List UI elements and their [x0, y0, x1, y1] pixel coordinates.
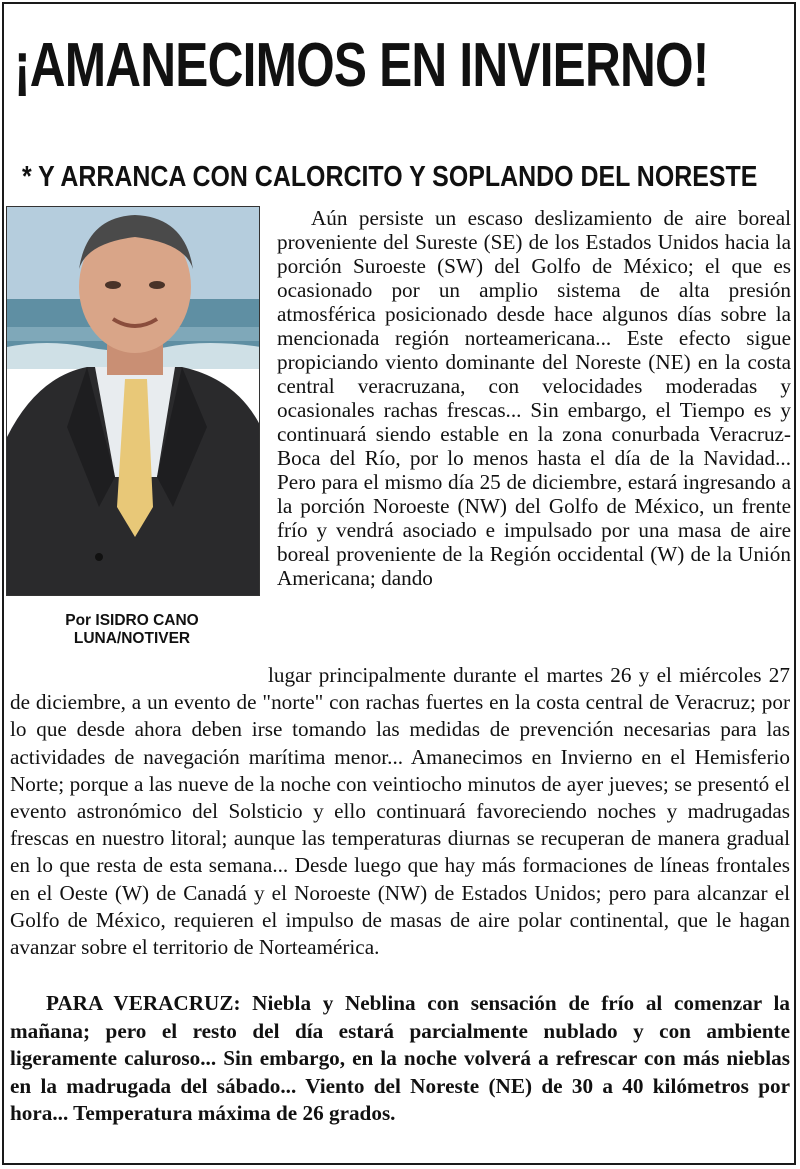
author-photo — [6, 206, 260, 596]
byline-outlet: LUNA/NOTIVER — [73, 630, 191, 647]
byline-name: Por ISIDRO CANO — [65, 612, 199, 629]
forecast-label: PARA VERACRUZ: — [46, 991, 241, 1015]
subheadline: * Y ARRANCA CON CALORCITO Y SOPLANDO DEL NORESTE — [22, 161, 758, 193]
forecast-text: Niebla y Neblina con sensación de frío al comenzar la mañana; pero el resto del día estará parcialmente nublado y con ambiente ligeramente caluroso... Sin embargo, en la noche volverá a refrescar con más nieblas en la madrugada del sábado... Viento del Noreste (NE) de 30 a 40 kilómetros por hora... Temperatura máxima de 26 grados. — [10, 991, 790, 1125]
forecast-paragraph — [10, 990, 790, 1128]
article-paragraph-top: Aún persiste un escaso deslizamiento de aire boreal proveniente del Sureste (SE) de los Estados Unidos hacia la porción Suroeste (SW) del Golfo de México; el que es ocasionado por un amplio sistema de alta presión atmosférica posicionado desde hace algunos días sobre la mencionada región norteamericana... Este efecto sigue propiciando viento dominante del Noreste (NE) en la costa central veracruzana, con velocidades moderadas y ocasionales rachas frescas... Sin embargo, el Tiempo es y continuará siendo estable en la zona conurbada Veracruz-Boca del Río, por lo menos hasta el día de la Navidad... Pero para el mismo día 25 de diciembre, estará ingresando a la porción Noroeste (NW) del Golfo de México, un frente frío y vendrá asociado e impulsado por una masa de aire boreal proveniente de la Región occidental (W) de la Unión Americana; dando — [277, 206, 791, 590]
headline: ¡AMANECIMOS EN INVIERNO! — [14, 31, 709, 100]
article-paragraph-bottom: lugar principalmente durante el martes 26 y el miércoles 27 de diciembre, a un evento de "norte" con rachas fuertes en la costa central de Veracruz; por lo que desde ahora deben irse tomando las medidas de prevención necesarias para las actividades de navegación marítima menor... Amanecimos en Invierno en el Hemisferio Norte; porque a las nueve de la noche con veintiocho minutos de ayer jueves; se presentó el evento astronómico del Solsticio y ello continuará favoreciendo noches y madrugadas frescas en nuestro litoral; aunque las temperaturas diurnas se recuperan de manera gradual en lo que resta de esta semana... Desde luego que hay más formaciones de líneas frontales en el Oeste (W) de Canadá y el Noroeste (NW) de Estados Unidos; pero para alcanzar el Golfo de México, requieren el impulso de masas de aire polar continental, que le hagan avanzar sobre el territorio de Norteamérica. — [10, 663, 790, 960]
byline — [8, 612, 256, 648]
